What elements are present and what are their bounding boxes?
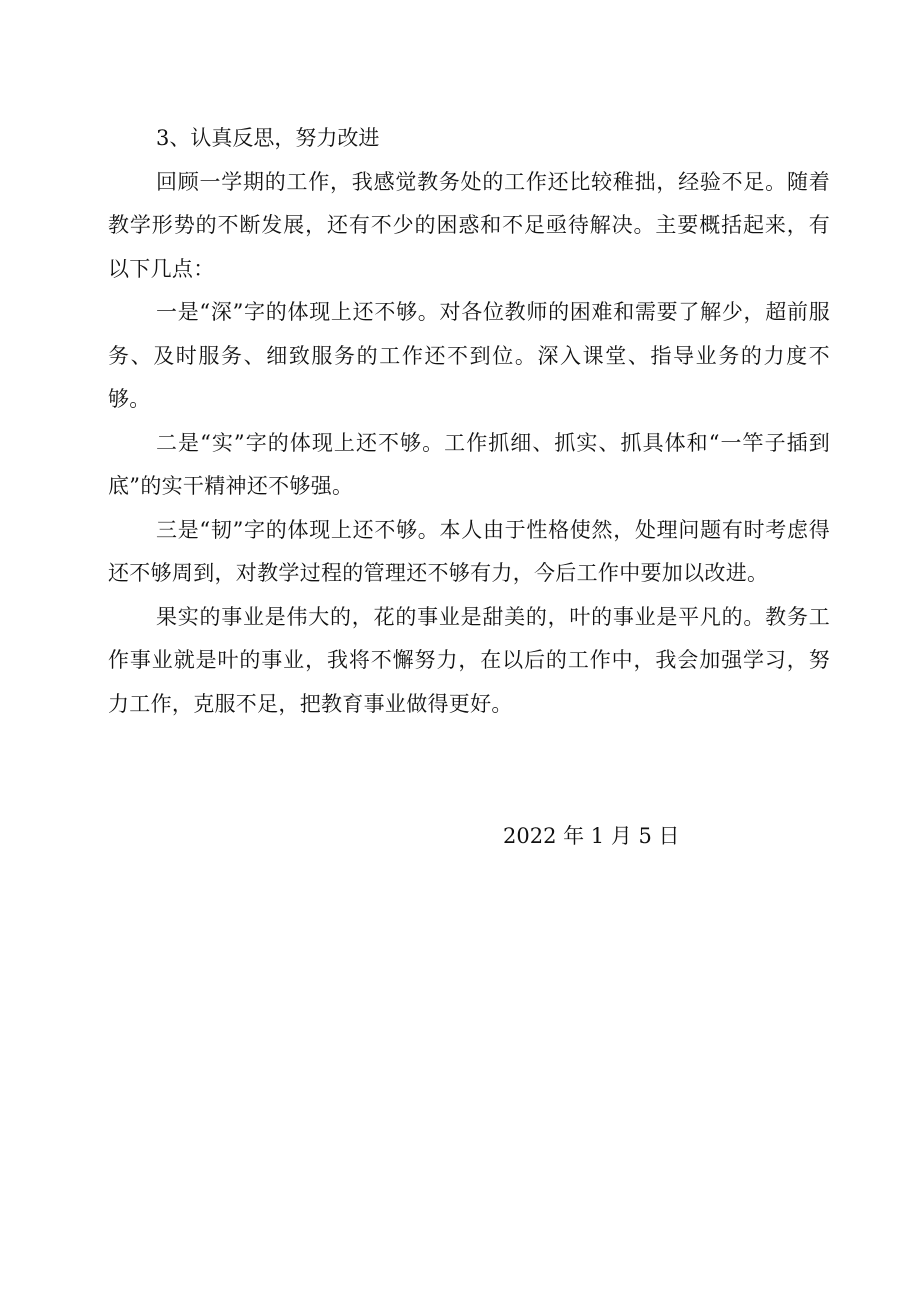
document-body [108,117,830,726]
paragraph-conclusion: 果实的事业是伟大的，花的事业是甜美的，叶的事业是平凡的。教务工作事业就是叶的事业，我将不懈努力，在以后的工作中，我会加强学习，努力工作，克服不足，把教育事业做得更好。 [108,604,830,716]
section-heading: 3、认真反思，努力改进 [156,126,380,150]
paragraph-tenacity: 三是“韧”字的体现上还不够。本人由于性格使然，处理问题有时考虑得还不够周到，对教学过程的管理还不够有力，今后工作中要加以改进。 [108,517,830,585]
document-date: 2022 年 1 月 5 日 [503,824,680,848]
paragraph-practical: 二是“实”字的体现上还不够。工作抓细、抓实、抓具体和“一竿子插到底”的实干精神还不够强。 [108,430,830,498]
paragraph-depth: 一是“深”字的体现上还不够。对各位教师的困难和需要了解少，超前服务、及时服务、细致服务的工作还不到位。深入课堂、指导业务的力度不够。 [108,300,830,411]
paragraph-review: 回顾一学期的工作，我感觉教务处的工作还比较稚拙，经验不足。随着教学形势的不断发展，还有不少的困惑和不足亟待解决。主要概括起来，有以下几点： [108,169,830,281]
